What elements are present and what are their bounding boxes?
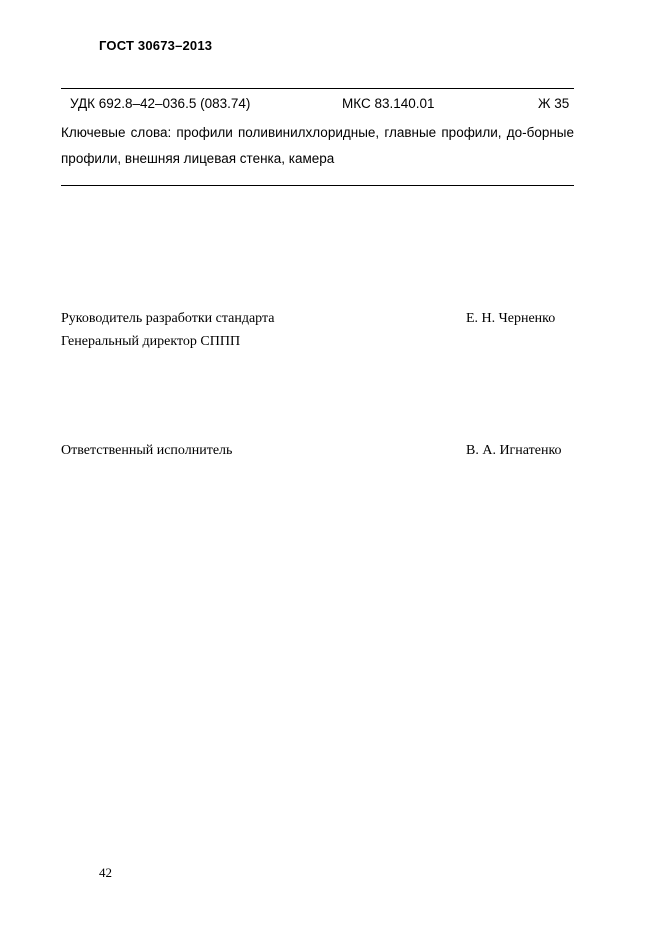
keywords-paragraph: Ключевые слова: профили поливинилхлоридные, главные профили, до-борные профили, внешняя лицевая стенка, камера xyxy=(61,125,574,166)
bottom-divider xyxy=(61,185,574,186)
lead-role: Руководитель разработки стандарта xyxy=(61,311,275,326)
lead-name: Е. Н. Черненко xyxy=(466,311,556,326)
mks-code: МКС 83.140.01 xyxy=(342,96,435,111)
executor-name: В. А. Игнатенко xyxy=(466,443,562,458)
lead-position: Генеральный директор СППП xyxy=(61,334,241,349)
page-number: 42 xyxy=(99,865,112,880)
executor-role: Ответственный исполнитель xyxy=(61,443,233,458)
document-header: ГОСТ 30673–2013 xyxy=(99,38,213,53)
top-divider xyxy=(61,88,574,89)
udk-code: УДК 692.8–42–036.5 (083.74) xyxy=(70,96,251,111)
classification-group: Ж 35 xyxy=(538,96,570,111)
